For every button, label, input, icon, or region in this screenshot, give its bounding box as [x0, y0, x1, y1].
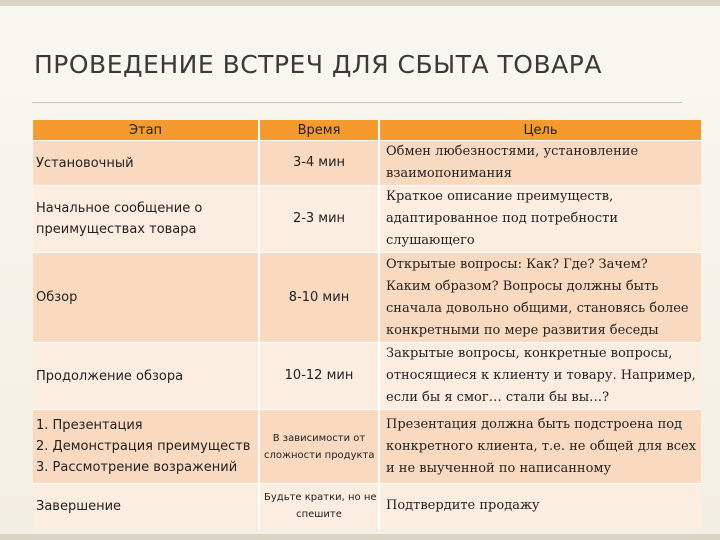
time-text: Будьте кратки, но не: [264, 492, 377, 504]
table-row: [33, 186, 701, 253]
table-row: [33, 253, 701, 343]
goal-text: конкретными по мере развития беседы: [386, 322, 659, 338]
table-row: [33, 410, 701, 484]
stage-text: Продолжение обзора: [36, 368, 184, 384]
goal-text: если бы я смог… стали бы вы…?: [386, 390, 610, 405]
time-text: В зависимости от: [272, 432, 366, 444]
time-cell: [259, 410, 379, 484]
stage-text: Завершение: [36, 498, 122, 514]
goal-text: Каким образом? Вопросы должны быть: [386, 278, 659, 294]
stage-text: Обзор: [36, 290, 78, 305]
stage-text: Установочный: [36, 155, 134, 171]
goal-text: слушающего: [386, 233, 475, 248]
header-time: Время: [259, 120, 379, 141]
slide-title: ПРОВЕДЕНИЕ ВСТРЕЧ ДЛЯ СБЫТА ТОВАРА: [34, 50, 602, 79]
table-row: [33, 484, 701, 529]
table-row: [33, 343, 701, 410]
stage-cell: [33, 186, 259, 253]
stage-cell: [33, 484, 259, 529]
sales-meeting-table: [33, 120, 701, 529]
goal-text: взаимопонимания: [386, 166, 512, 181]
time-cell: [259, 186, 379, 253]
table-header-row: [33, 120, 701, 141]
goal-text: Закрытые вопросы, конкретные вопросы,: [386, 346, 673, 361]
goal-text: относящиеся к клиенту и товару. Например,: [386, 368, 696, 383]
goal-cell: [379, 343, 701, 410]
stage-cell: [33, 410, 259, 484]
time-text: 8-10 мин: [288, 289, 350, 305]
goal-text: конкретного клиента, т.е. не общей для всех: [386, 438, 697, 454]
stage-text: 1. Презентация: [36, 418, 143, 433]
goal-cell: [379, 253, 701, 343]
stage-cell: [33, 253, 259, 343]
stage-text: преимуществах товара: [36, 222, 197, 237]
header-stage: Этап: [33, 120, 259, 141]
time-cell: [259, 484, 379, 529]
stage-text: 2. Демонстрация преимуществ: [36, 439, 251, 454]
title-divider: [32, 102, 682, 103]
goal-text: Подтвердите продажу: [386, 498, 540, 514]
goal-text: сначала довольно общими, становясь более: [386, 300, 689, 316]
time-cell: [259, 343, 379, 410]
goal-text: Презентация должна быть подстроена под: [386, 416, 683, 432]
time-text: 10-12 мин: [284, 368, 354, 383]
goal-cell: [379, 141, 701, 186]
time-text: сложности продукта: [264, 449, 375, 461]
goal-text: адаптированное под потребности: [386, 211, 619, 226]
goal-text: и не выученной по написанному: [386, 460, 612, 476]
stage-cell: [33, 141, 259, 186]
stage-cell: [33, 343, 259, 410]
time-cell: [259, 141, 379, 186]
goal-text: Открытые вопросы: Как? Где? Зачем?: [386, 256, 648, 272]
goal-cell: [379, 484, 701, 529]
goal-cell: [379, 410, 701, 484]
time-text: 3-4 мин: [292, 155, 346, 170]
stage-text: 3. Рассмотрение возражений: [36, 460, 238, 475]
goal-cell: [379, 186, 701, 253]
time-cell: [259, 253, 379, 343]
goal-text: Обмен любезностями, установление: [386, 144, 639, 159]
stage-text: Начальное сообщение о: [36, 201, 203, 216]
table-row: [33, 141, 701, 186]
time-text: 2-3 мин: [292, 211, 346, 226]
time-text: спешите: [296, 509, 342, 521]
goal-text: Краткое описание преимуществ,: [386, 189, 614, 204]
header-goal: Цель: [379, 120, 701, 141]
